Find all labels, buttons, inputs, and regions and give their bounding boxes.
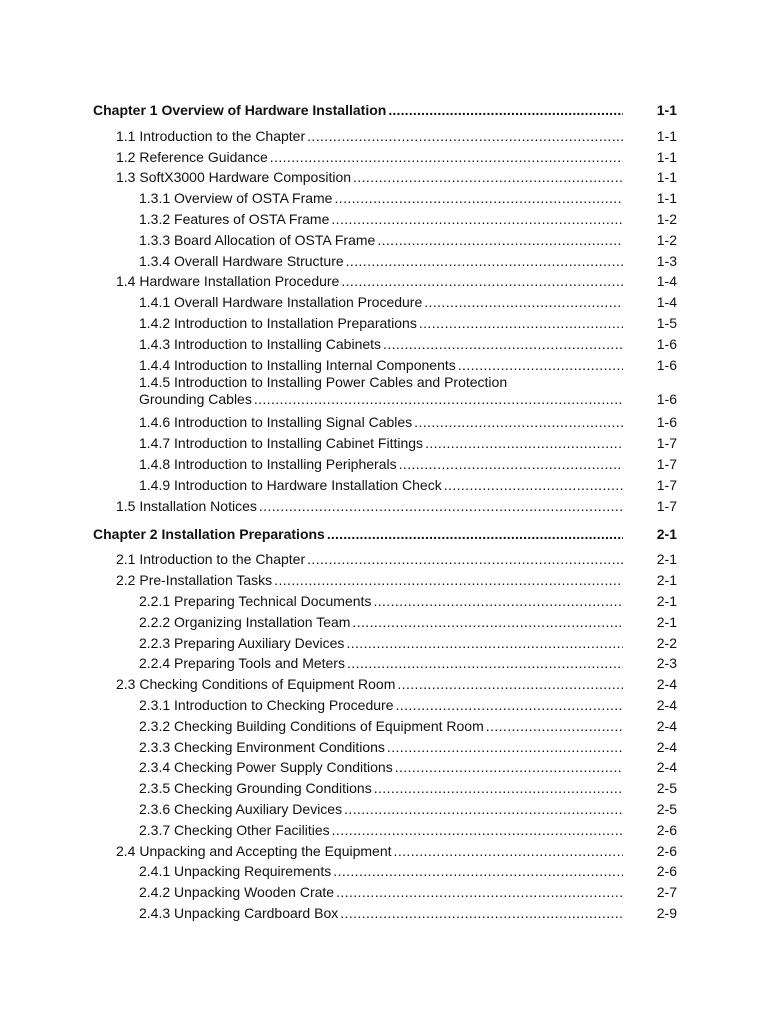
dot-leader bbox=[374, 780, 623, 797]
toc-entry-label: 1.4.6 Introduction to Installing Signal Cables bbox=[139, 414, 413, 431]
toc-entry-page-number: 2-2 bbox=[656, 634, 677, 651]
toc-section-entry[interactable] bbox=[93, 166, 677, 187]
toc-entry-page-number: 2-5 bbox=[656, 800, 677, 817]
toc-entry-label: 1.4.2 Introduction to Installation Preparations bbox=[139, 314, 417, 331]
toc-entry-label: 2.4 Unpacking and Accepting the Equipment bbox=[116, 842, 392, 859]
dot-leader bbox=[486, 718, 623, 735]
toc-subsection-entry[interactable] bbox=[93, 735, 677, 756]
toc-entry-label: 1.3.1 Overview of OSTA Frame bbox=[139, 190, 333, 207]
toc-entry-page-number: 1-6 bbox=[656, 335, 677, 352]
toc-entry-label: 2.3.2 Checking Building Conditions of Equipment Room bbox=[139, 717, 484, 734]
toc-subsection-entry[interactable] bbox=[93, 756, 677, 777]
toc-entry-label: 2.2.1 Preparing Technical Documents bbox=[139, 592, 372, 609]
dot-leader bbox=[424, 294, 623, 311]
toc-subsection-entry[interactable] bbox=[93, 610, 677, 631]
dot-leader bbox=[419, 315, 623, 332]
toc-subsection-entry[interactable] bbox=[93, 818, 677, 839]
toc-entry-page-number: 2-5 bbox=[656, 780, 677, 797]
dot-leader bbox=[332, 822, 623, 839]
toc-entry-page-number: 2-1 bbox=[656, 592, 677, 609]
toc-entry-label: 2.3.6 Checking Auxiliary Devices bbox=[139, 800, 343, 817]
dot-leader bbox=[396, 697, 624, 714]
toc-entry-page-number: 1-2 bbox=[656, 210, 677, 227]
dot-leader bbox=[425, 435, 623, 452]
toc-entry-label: 2.2.2 Organizing Installation Team bbox=[139, 613, 351, 630]
toc-subsection-entry[interactable] bbox=[93, 652, 677, 673]
dot-leader bbox=[352, 614, 623, 631]
toc-entry-label: 1.3.4 Overall Hardware Structure bbox=[139, 252, 344, 269]
toc-subsection-entry[interactable] bbox=[93, 228, 677, 249]
dot-leader bbox=[394, 843, 623, 860]
toc-subsection-entry[interactable] bbox=[93, 693, 677, 714]
toc-entry-label: 1.5 Installation Notices bbox=[116, 497, 257, 514]
toc-entry-label-continued: Grounding Cables bbox=[139, 390, 252, 407]
toc-subsection-entry[interactable] bbox=[93, 797, 677, 818]
dot-leader bbox=[327, 526, 623, 543]
toc-section-entry[interactable] bbox=[93, 494, 677, 515]
toc-subsection-entry[interactable] bbox=[93, 290, 677, 311]
toc-entry-label: 2.3.4 Checking Power Supply Conditions bbox=[139, 759, 393, 776]
toc-entry-label: 1.4.7 Introduction to Installing Cabinet Fittings bbox=[139, 435, 424, 452]
toc-entry-label: 2.3.3 Checking Environment Conditions bbox=[139, 738, 385, 755]
toc-entry-page-number: 2-9 bbox=[656, 904, 677, 921]
toc-entry-page-number: 2-6 bbox=[656, 842, 677, 859]
toc-subsection-entry[interactable] bbox=[93, 776, 677, 797]
toc-entry-label: 1.3.3 Board Allocation of OSTA Frame bbox=[139, 231, 376, 248]
toc-entry-page-number: 2-1 bbox=[656, 551, 677, 568]
toc-entry-label: 1.4.4 Introduction to Installing Internal Components bbox=[139, 356, 456, 373]
toc-entry-label: 2.3.7 Checking Other Facilities bbox=[139, 821, 330, 838]
toc-entry-label: 1.4 Hardware Installation Procedure bbox=[116, 273, 340, 290]
toc-subsection-entry[interactable] bbox=[93, 353, 677, 374]
toc-entry-label: 1.3 SoftX3000 Hardware Composition bbox=[116, 169, 352, 186]
toc-section-entry[interactable] bbox=[93, 270, 677, 291]
toc-entry-label: 1.4.9 Introduction to Hardware Installation Check bbox=[139, 476, 442, 493]
dot-leader bbox=[331, 211, 623, 228]
toc-subsection-entry[interactable] bbox=[93, 473, 677, 494]
toc-entry-page-number: 2-1 bbox=[656, 613, 677, 630]
toc-entry-page-number: 1-1 bbox=[656, 148, 677, 165]
toc-subsection-entry[interactable] bbox=[93, 207, 677, 228]
toc-entry-page-number: 2-4 bbox=[656, 717, 677, 734]
toc-entry-label: Chapter 2 Installation Preparations bbox=[93, 525, 325, 542]
toc-entry-page-number: 2-3 bbox=[656, 655, 677, 672]
toc-entry-page-number: 1-1 bbox=[656, 127, 677, 144]
dot-leader bbox=[377, 232, 623, 249]
toc-entry-page-number: 1-7 bbox=[656, 497, 677, 514]
toc-entry-page-number: 2-4 bbox=[656, 676, 677, 693]
toc-entry-label: 2.3.1 Introduction to Checking Procedure bbox=[139, 696, 394, 713]
dot-leader bbox=[274, 572, 623, 589]
dot-leader bbox=[270, 149, 623, 166]
toc-entry-page-number: 2-1 bbox=[656, 525, 677, 542]
toc-entry-page-number: 2-6 bbox=[656, 821, 677, 838]
toc-section-entry[interactable] bbox=[93, 124, 677, 145]
toc-subsection-entry[interactable] bbox=[93, 374, 677, 411]
dot-leader bbox=[334, 190, 623, 207]
toc-entry-label: 2.1 Introduction to the Chapter bbox=[116, 551, 306, 568]
toc-entry-label: 1.2 Reference Guidance bbox=[116, 148, 268, 165]
dot-leader bbox=[353, 169, 623, 186]
toc-subsection-entry[interactable] bbox=[93, 311, 677, 332]
dot-leader bbox=[383, 336, 623, 353]
dot-leader bbox=[341, 273, 623, 290]
toc-entry-page-number: 1-6 bbox=[656, 414, 677, 431]
toc-entry-label: 2.2.3 Preparing Auxiliary Devices bbox=[139, 634, 345, 651]
toc-entry-label: 2.4.1 Unpacking Requirements bbox=[139, 863, 332, 880]
dot-leader bbox=[344, 801, 623, 818]
dot-leader bbox=[387, 739, 623, 756]
dot-leader bbox=[395, 759, 623, 776]
toc-entry-page-number: 2-4 bbox=[656, 696, 677, 713]
toc-entry-label: 2.4.3 Unpacking Cardboard Box bbox=[139, 904, 339, 921]
toc-entry-page-number: 1-6 bbox=[656, 390, 677, 407]
dot-leader bbox=[347, 655, 623, 672]
toc-subsection-entry[interactable] bbox=[93, 860, 677, 881]
dot-leader bbox=[259, 498, 623, 515]
toc-entry-page-number: 1-1 bbox=[656, 102, 677, 118]
toc-entry-label: 1.3.2 Features of OSTA Frame bbox=[139, 210, 330, 227]
toc-subsection-entry[interactable] bbox=[93, 452, 677, 473]
toc-entry-label: 1.1 Introduction to the Chapter bbox=[116, 127, 306, 144]
toc-subsection-entry[interactable] bbox=[93, 249, 677, 270]
toc-entry-label: 2.2 Pre-Installation Tasks bbox=[116, 572, 273, 589]
table-of-contents bbox=[93, 97, 677, 922]
toc-entry-label: 2.2.4 Preparing Tools and Meters bbox=[139, 655, 345, 672]
toc-entry-page-number: 2-1 bbox=[656, 572, 677, 589]
toc-entry-page-number: 1-1 bbox=[656, 190, 677, 207]
dot-leader bbox=[336, 884, 623, 901]
dot-leader bbox=[373, 593, 623, 610]
toc-section-entry[interactable] bbox=[93, 568, 677, 589]
dot-leader bbox=[388, 102, 623, 119]
toc-entry-page-number: 1-7 bbox=[656, 435, 677, 452]
toc-subsection-entry[interactable] bbox=[93, 631, 677, 652]
toc-subsection-entry[interactable] bbox=[93, 880, 677, 901]
toc-section-entry[interactable] bbox=[93, 672, 677, 693]
toc-entry-page-number: 1-2 bbox=[656, 231, 677, 248]
toc-subsection-entry[interactable] bbox=[93, 431, 677, 452]
dot-leader bbox=[307, 551, 623, 568]
dot-leader bbox=[346, 253, 623, 270]
dot-leader bbox=[307, 128, 623, 145]
toc-subsection-entry[interactable] bbox=[93, 411, 677, 432]
toc-entry-page-number: 1-4 bbox=[656, 273, 677, 290]
toc-section-entry[interactable] bbox=[93, 548, 677, 569]
toc-entry-page-number: 2-6 bbox=[656, 863, 677, 880]
toc-entry-page-number: 2-4 bbox=[656, 759, 677, 776]
toc-section-entry[interactable] bbox=[93, 145, 677, 166]
toc-entry-label: 1.4.5 Introduction to Installing Power Cables and Protection bbox=[139, 373, 508, 390]
toc-subsection-entry[interactable] bbox=[93, 714, 677, 735]
dot-leader bbox=[333, 863, 623, 880]
toc-entry-page-number: 1-5 bbox=[656, 314, 677, 331]
toc-subsection-entry[interactable] bbox=[93, 901, 677, 922]
toc-entry-page-number: 1-6 bbox=[656, 356, 677, 373]
dot-leader bbox=[444, 477, 623, 494]
toc-entry-label: 2.4.2 Unpacking Wooden Crate bbox=[139, 884, 335, 901]
dot-leader bbox=[397, 676, 623, 693]
toc-entry-page-number: 1-1 bbox=[656, 169, 677, 186]
toc-entry-page-number: 1-4 bbox=[656, 294, 677, 311]
toc-entry-page-number: 2-4 bbox=[656, 738, 677, 755]
dot-leader bbox=[414, 414, 623, 431]
dot-leader bbox=[458, 357, 623, 374]
toc-entry-page-number: 1-7 bbox=[656, 476, 677, 493]
toc-subsection-entry[interactable] bbox=[93, 589, 677, 610]
toc-entry-label: Chapter 1 Overview of Hardware Installation bbox=[93, 102, 387, 118]
dot-leader bbox=[399, 456, 623, 473]
toc-entry-page-number: 1-7 bbox=[656, 455, 677, 472]
toc-section-entry[interactable] bbox=[93, 839, 677, 860]
toc-subsection-entry[interactable] bbox=[93, 332, 677, 353]
toc-entry-label: 1.4.8 Introduction to Installing Peripherals bbox=[139, 455, 397, 472]
toc-entry-page-number: 2-7 bbox=[656, 884, 677, 901]
toc-entry-label: 2.3 Checking Conditions of Equipment Room bbox=[116, 676, 396, 693]
toc-subsection-entry[interactable] bbox=[93, 186, 677, 207]
toc-entry-label: 1.4.3 Introduction to Installing Cabinets bbox=[139, 335, 382, 352]
toc-entry-page-number: 1-3 bbox=[656, 252, 677, 269]
toc-chapter-entry[interactable] bbox=[93, 97, 677, 119]
toc-entry-label: 1.4.1 Overall Hardware Installation Procedure bbox=[139, 294, 423, 311]
toc-chapter-entry[interactable] bbox=[93, 521, 677, 543]
dot-leader bbox=[346, 635, 623, 652]
dot-leader bbox=[254, 391, 623, 408]
dot-leader bbox=[340, 905, 623, 922]
toc-entry-label: 2.3.5 Checking Grounding Conditions bbox=[139, 780, 372, 797]
